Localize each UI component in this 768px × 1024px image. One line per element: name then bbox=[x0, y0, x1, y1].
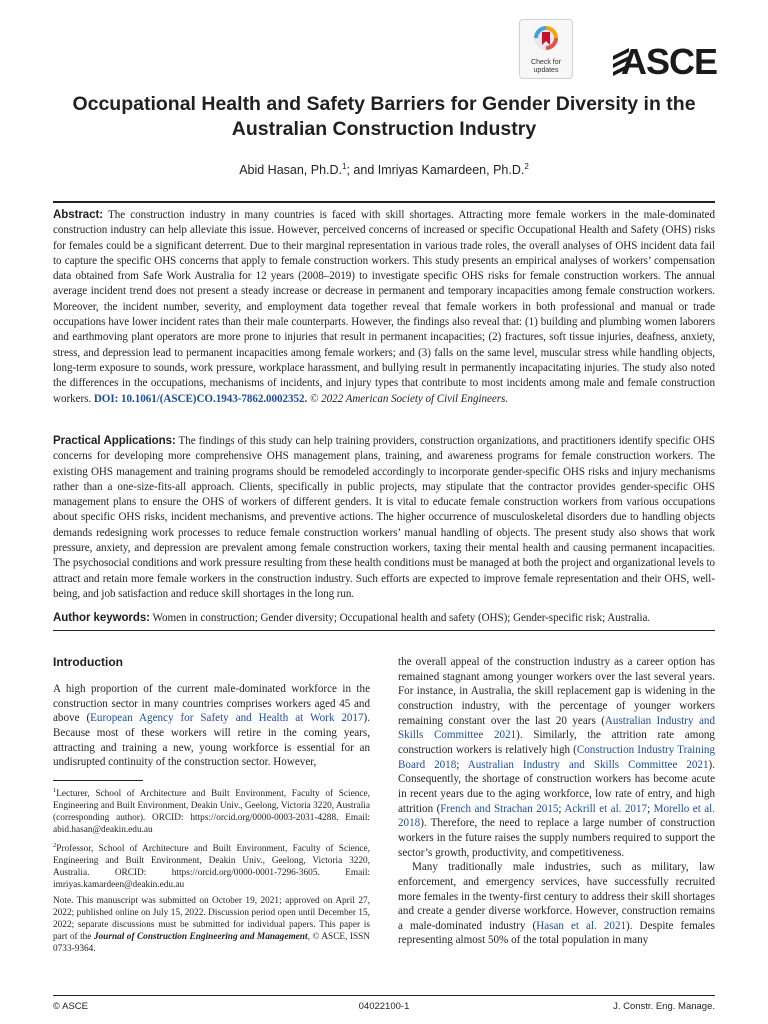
journal-name: Journal of Construction Engineering and Management bbox=[93, 931, 308, 942]
citation-link[interactable]: Hasan et al. 2021 bbox=[536, 919, 627, 932]
author-1: Abid Hasan, Ph.D. bbox=[239, 163, 343, 178]
abstract-text: The construction industry in many countries is faced with skill shortages. Attracting more female workers in the male-dominated construction industry can help alleviate this issue. However, perceived concerns of increased or specific Occupational Health and Safety (OHS) risks for females could be a significant deterrent. Due to their marginal representation in various trade roles, the overall analyses of OHS incident data fail to capture the specific OHS concerns that apply to female construction workers. This study presents an empirical analyses of workers’ compensation data obtained from Safe Work Australia for 12 years (2008–2019) to investigate specific OHS risks for female construction workers. The annual average incident trend does not present a steady increase or decrease in permanent and temporary incapacities among female construction workers. Moreover, the incident number, severity, and employment data together reveal that female workers in both professional and manual or trade occupations have lower incident rates than their male counterparts. However, the findings also reveal that: (1) building and plumbing women laborers and earthmoving plant operators are more prone to injuries that result in permanent incapacities; (2) fractures, soft tissue injuries, deafness, anxiety, stress, and depression lead to permanent incapacities among female workers; and (3) falls on the same level, muscular stress while handling objects, long-term exposure to sounds, work pressure, workplace harassment, and bullying result in permanently incapacitating injuries. The study also noted the differences in the occupations, mechanisms of incidents, and injury types that contribute to most incidents among male and female construction workers. bbox=[53, 209, 715, 405]
body-text: ). Therefore, the need to replace a large number of construction workers in the future raises the supply numbers required to support the sector’s growth, productivity, and competitiveness. bbox=[398, 817, 715, 859]
introduction-right-column bbox=[398, 655, 715, 948]
body-text: ). Similarly, the attrition rate among construction workers is relatively high ( bbox=[398, 729, 715, 756]
body-text: ; bbox=[456, 758, 468, 771]
footnote-2-text: Professor, School of Architecture and Built Environment, Faculty of Science, Engineering and Built Environment, Deakin Univ., Geelong, Victoria 3220, Australia. ORCID: https://orcid.org/0000-0001-7296-3605. Email: imriyas.kamardeen@deakin.edu.au bbox=[53, 844, 370, 890]
paragraph bbox=[398, 655, 715, 860]
body-text: Many traditionally male industries, such as military, law enforcement, and emergency services, have successfully recruited more females in the twenty-first century to address their skill shortages and create a gender diverse workforce. However, construction remains a male-dominated industry ( bbox=[398, 861, 715, 932]
introduction-left-column bbox=[53, 682, 370, 770]
citation-link[interactable]: Australian Industry and Skills Committee 2021 bbox=[467, 758, 709, 771]
abstract-label: Abstract: bbox=[53, 209, 104, 221]
body-text: the overall appeal of the construction industry as a career option has remained stagnant among younger workers over the last several years. For instance, in Australia, the skill replacement gap is widening in the construction industry, with the percentage of younger workers remaining constant over the last 20 years ( bbox=[398, 656, 715, 727]
citation-link[interactable]: Australian Industry and Skills Committee 2021 bbox=[398, 714, 715, 742]
badge-text-line1: Check for bbox=[531, 59, 561, 66]
footnote-1 bbox=[53, 785, 370, 837]
author-1-affiliation: 1 bbox=[342, 162, 347, 171]
footer-article-number: 04022100-1 bbox=[358, 1001, 410, 1012]
paper-title: Occupational Health and Safety Barriers for Gender Diversity in the Australian Construction Industry bbox=[72, 93, 696, 140]
practical-label: Practical Applications: bbox=[53, 435, 176, 447]
check-for-updates-badge[interactable] bbox=[519, 19, 573, 79]
footer-copyright: © ASCE bbox=[53, 1001, 88, 1012]
introduction-heading: Introduction bbox=[53, 655, 123, 669]
check-for-updates-icon bbox=[533, 24, 559, 54]
footnote-2 bbox=[53, 840, 370, 892]
body-text: A high proportion of the current male-dominated workforce in the construction sector in many countries comprises workers aged 45 and above ( bbox=[53, 683, 370, 725]
doi-label: DOI: bbox=[93, 392, 119, 405]
keywords-text: Women in construction; Gender diversity; Occupational health and safety (OHS); Gender-specific risk; Australia. bbox=[152, 612, 651, 624]
note-text: Note. This manuscript was submitted on October 19, 2021; approved on April 27, 2022; published online on July 15, 2022. Discussion period open until December 15, 2022; separate discussions must be submitted for individual papers. This paper is part of the bbox=[53, 896, 370, 942]
footnote-2-marker: 2 bbox=[53, 842, 57, 849]
abstract-top-rule bbox=[53, 201, 715, 203]
body-text: ; bbox=[647, 802, 654, 815]
author-2-affiliation: 2 bbox=[524, 162, 529, 171]
asce-logo bbox=[611, 41, 718, 82]
abstract bbox=[53, 208, 715, 407]
note-end: , © ASCE, ISSN 0733-9364. bbox=[53, 931, 370, 954]
keywords-bottom-rule bbox=[53, 630, 715, 631]
body-text: ). Consequently, the shortage of construction workers has become acute in recent years due to the aging workforce, low rate of entry, and high attrition ( bbox=[398, 758, 715, 815]
footnote-1-marker: 1 bbox=[53, 787, 57, 794]
keywords-label: Author keywords: bbox=[53, 612, 150, 624]
body-text: ). Despite females representing almost 50% of the total population in many bbox=[398, 919, 715, 947]
paragraph bbox=[398, 860, 715, 948]
citation-link[interactable]: Ackrill et al. 2017 bbox=[564, 802, 648, 815]
footnote-1-text: Lecturer, School of Architecture and Built Environment, Faculty of Science, Engineering and Built Environment, Deakin Univ., Geelong, Victoria 3220, Australia (corresponding author). ORCID: https://orcid.org/0000-0003-2031-4288. Email: abid.hasan@deakin.edu.au bbox=[53, 789, 370, 835]
asce-logo-text: ASCE bbox=[621, 41, 718, 82]
footer-rule bbox=[53, 995, 715, 996]
practical-applications bbox=[53, 434, 715, 602]
author-keywords bbox=[53, 611, 715, 626]
footer-journal-abbrev: J. Constr. Eng. Manage. bbox=[613, 1001, 715, 1012]
badge-text-line2: updates bbox=[533, 67, 559, 74]
citation-link[interactable]: French and Strachan 2015 bbox=[440, 802, 559, 815]
author-line bbox=[60, 159, 708, 178]
abstract-copyright: © 2022 American Society of Civil Engineers. bbox=[310, 392, 509, 405]
citation-link[interactable]: Morello et al. 2018 bbox=[398, 802, 716, 830]
doi-link[interactable]: 10.1061/(ASCE)CO.1943-7862.0002352. bbox=[121, 392, 308, 405]
manuscript-note bbox=[53, 896, 370, 956]
practical-text: The findings of this study can help training providers, construction organizations, and practitioners identify specific OHS concerns for developing more comprehensive OHS management plans, training, and awareness programs for female construction workers. The existing OHS management and training programs should be remodeled accordingly to incorporate gender-specific OHS risks and injury mechanisms rather than a one-size-fits-all approach. Clients, specifically in public projects, may stipulate that the contractor provides gender-specific OHS management plans to ensure the OHS of workers of different genders. It is vital to educate female construction workers from various occupations about specific OHS risks, incident mechanisms, and preventive actions. The higher occurrence of musculoskeletal disorders due to handling objects demands redesigning work processes to reduce female construction workers’ manual handling of objects. The present study also shows that work pressure, anxiety, and depression are prevalent among female construction workers, taxing their mental health and causing permanent incapacities. The psychosocial conditions and work pressure resulting from these health conditions must be managed at both the project and organizational levels to attract and retain more female workers in the construction industry. Such efforts are expected to improve female representation and their OHS, well-being, and job satisfaction and reduce skill shortages in the long run. bbox=[53, 435, 715, 600]
body-text: ). Because most of these workers will retire in the coming years, attracting and training a new, young workforce is essential for an undisrupted continuity of the construction sector. However, bbox=[53, 712, 370, 769]
footnote-rule bbox=[53, 780, 143, 781]
citation-link[interactable]: European Agency for Safety and Health at Work 2017 bbox=[90, 712, 364, 725]
body-text: ; bbox=[558, 802, 565, 815]
author-2: ; and Imriyas Kamardeen, Ph.D. bbox=[346, 163, 525, 178]
citation-link[interactable]: Construction Industry Training Board 2018 bbox=[398, 743, 715, 771]
